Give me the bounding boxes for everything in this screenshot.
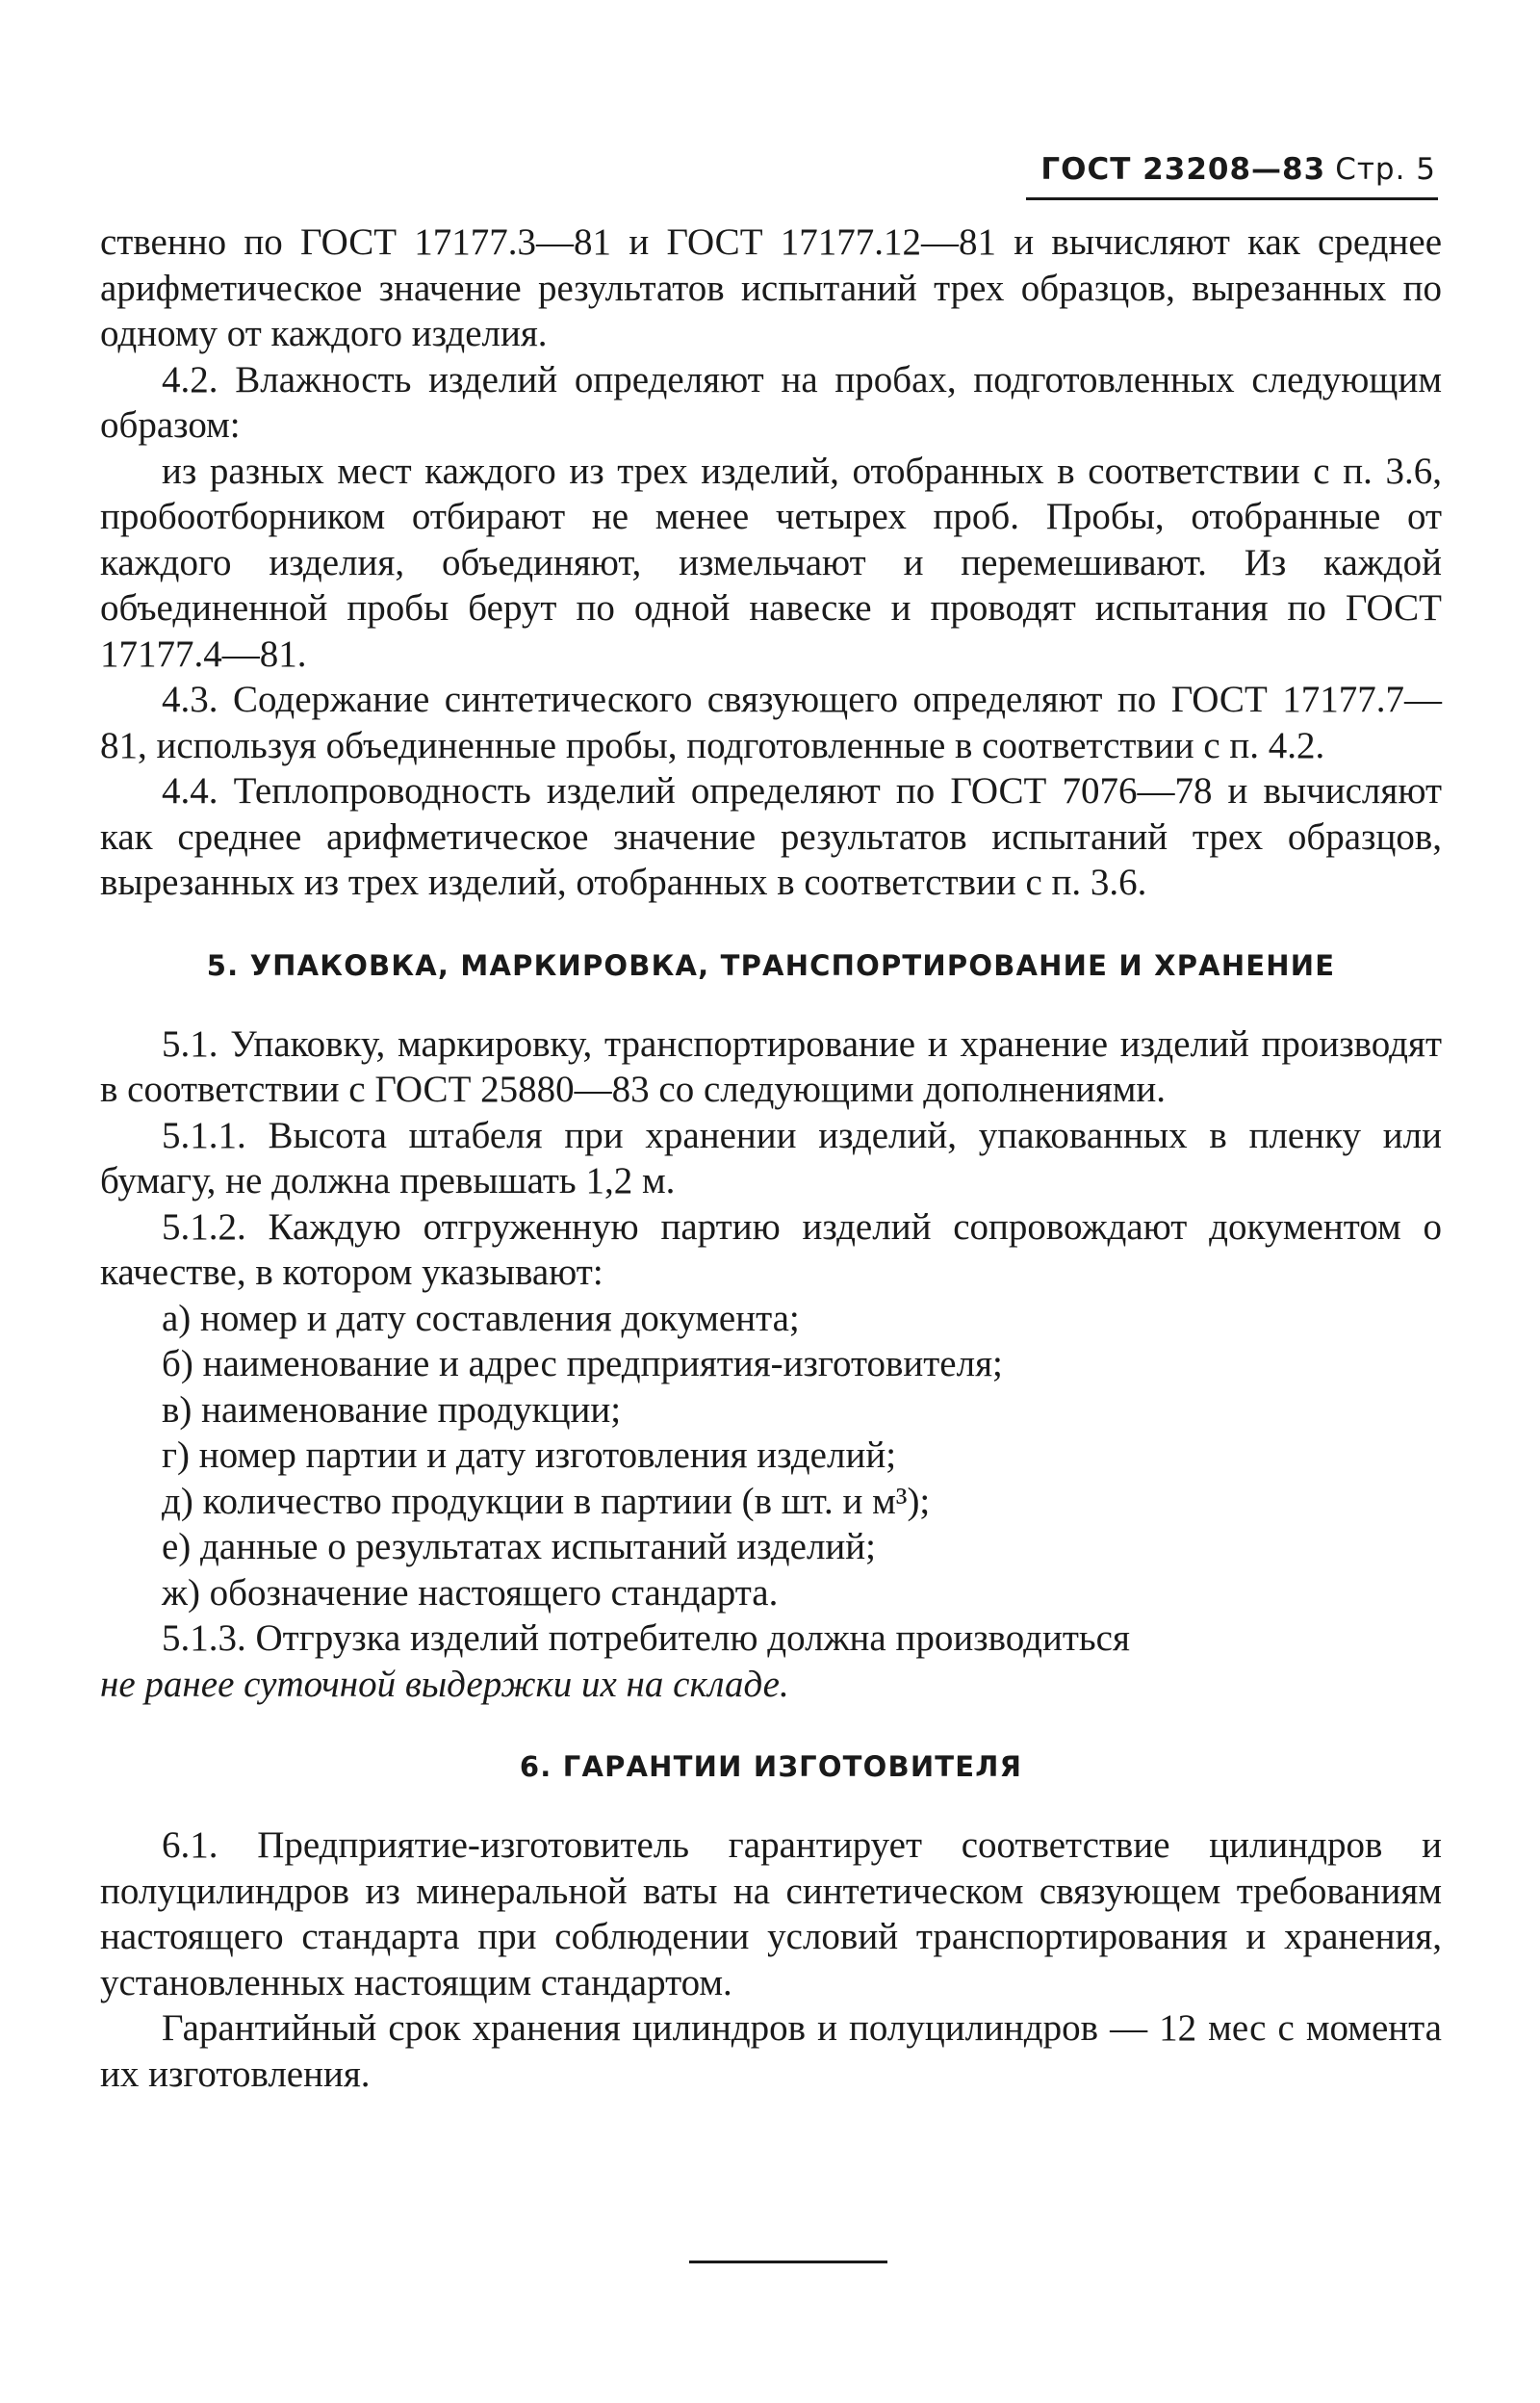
paragraph-5-1-3: 5.1.3. Отгрузка изделий потребителю должна производиться (162, 1617, 1130, 1659)
paragraph-4-3: 4.3. Содержание синтетического связующего определяют по ГОСТ 17177.7—81, используя объединенные пробы, подготовленные в соответствии с п. 4.2. (100, 679, 1442, 766)
section-5-heading: 5. УПАКОВКА, МАРКИРОВКА, ТРАНСПОРТИРОВАНИЕ И ХРАНЕНИЕ (206, 948, 1336, 982)
paragraph-5-1-1: 5.1.1. Высота штабеля при хранении изделий, упакованных в пленку или бумагу, не должна превышать 1,2 м. (100, 1114, 1442, 1202)
list-item: д) количество продукции в партиии (в шт. и м³); (162, 1480, 931, 1522)
list-item: ж) обозначение настоящего стандарта. (162, 1571, 779, 1614)
list-item: е) данные о результатах испытаний изделий; (162, 1526, 876, 1567)
end-rule (689, 2261, 887, 2263)
paragraph-4-2-procedure: из разных мест каждого из трех изделий, отобранных в соответствии с п. 3.6, пробоотборником отбирают не менее четырех проб. Пробы, отобранные от каждого изделия, объединяют, измельчают и перемешивают. Из каждой объединенной пробы берут по одной навеске и проводят испытания по ГОСТ 17177.4—81. (100, 450, 1442, 675)
paragraph-5-1-2: 5.1.2. Каждую отгруженную партию изделий сопровождают документом о качестве, в котором указывают: (100, 1205, 1442, 1293)
header-rule (1026, 197, 1438, 200)
paragraph-5-1: 5.1. Упаковку, маркировку, транспортирование и хранение изделий производят в соответствии с ГОСТ 25880—83 со следующими дополнениями. (100, 1022, 1442, 1110)
paragraph-warranty-period: Гарантийный срок хранения цилиндров и полуцилиндров — 12 мес с момента их изготовления. (100, 2007, 1442, 2095)
section-6-heading: 6. ГАРАНТИИ ИЗГОТОВИТЕЛЯ (519, 1750, 1023, 1783)
paragraph-continuation: ственно по ГОСТ 17177.3—81 и ГОСТ 17177.12—81 и вычисляют как среднее арифметическое значение результатов испытаний трех образцов, вырезанных по одному от каждого изделия. (100, 221, 1442, 354)
list-item: а) номер и дату составления документа; (162, 1297, 800, 1339)
gost-number: ГОСТ 23208—83 (1040, 152, 1326, 187)
list-item: б) наименование и адрес предприятия-изготовителя; (162, 1343, 1003, 1384)
page-header (1040, 152, 1436, 187)
body-text (100, 220, 1442, 2097)
list-item: в) наименование продукции; (162, 1388, 622, 1431)
page-number: Стр. 5 (1335, 152, 1436, 187)
paragraph-5-1-3-end: не ранее суточной выдержки их на складе. (100, 1663, 789, 1705)
paragraph-6-1: 6.1. Предприятие-изготовитель гарантирует соответствие цилиндров и полуцилиндров из минеральной ваты на синтетическом связующем требованиям настоящего стандарта при соблюдении условий транспортирования и хранения, установленных настоящим стандартом. (100, 1824, 1442, 2003)
paragraph-4-2: 4.2. Влажность изделий определяют на пробах, подготовленных следующим образом: (100, 358, 1442, 446)
paragraph-4-4: 4.4. Теплопроводность изделий определяют по ГОСТ 7076—78 и вычисляют как среднее арифметическое значение результатов испытаний трех образцов, вырезанных из трех изделий, отобранных в соответствии с п. 3.6. (100, 770, 1442, 903)
list-item: г) номер партии и дату изготовления изделий; (162, 1434, 897, 1476)
